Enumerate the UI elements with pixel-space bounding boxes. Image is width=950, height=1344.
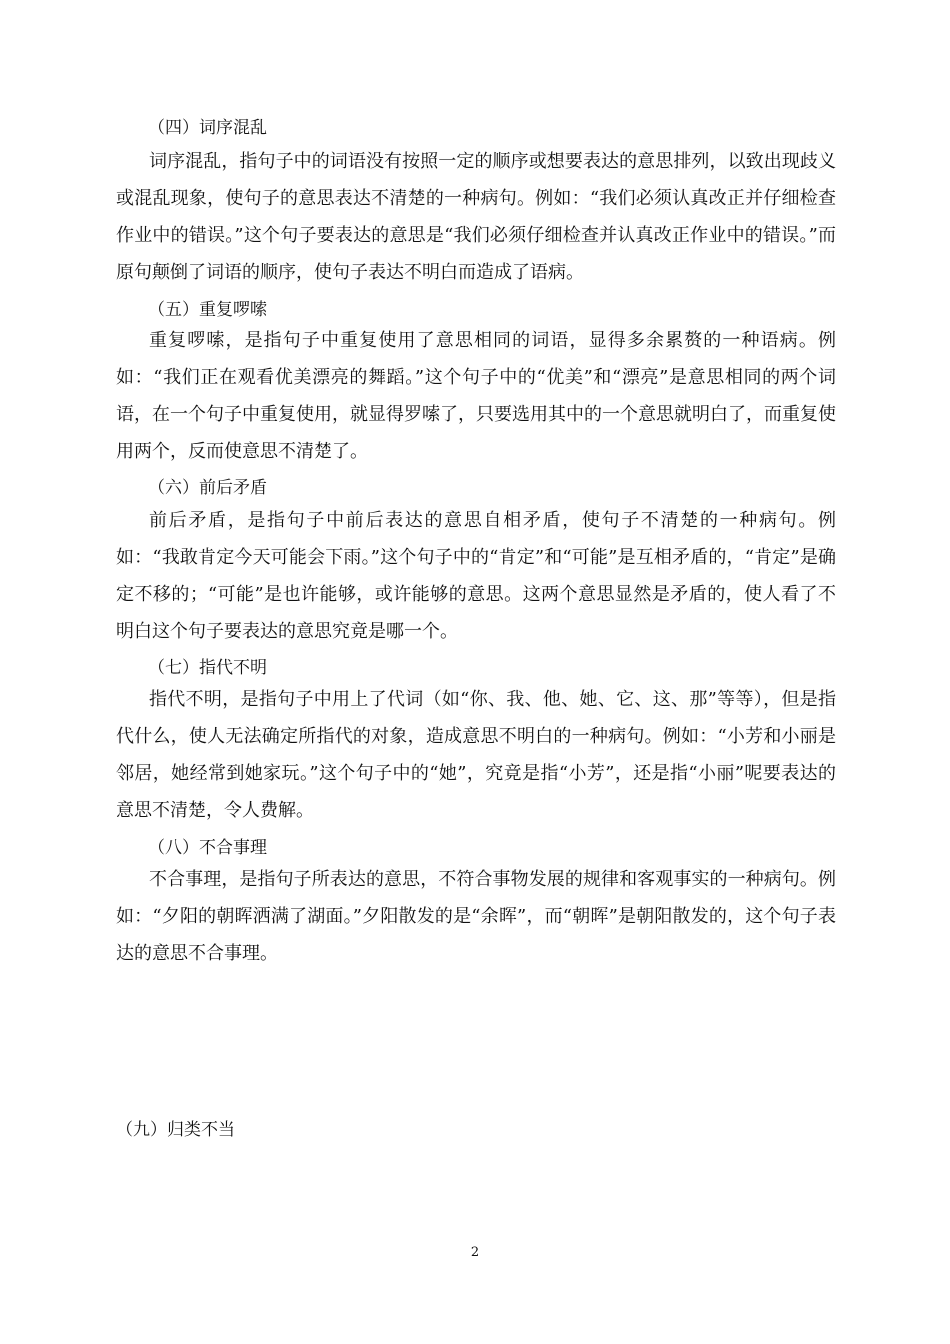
section-heading-9: （九）归类不当: [116, 1120, 235, 1140]
section-heading-7: （七）指代不明: [148, 658, 267, 678]
section-body-5: 重复啰嗦，是指句子中重复使用了意思相同的词语，显得多余累赘的一种语病。例如：“我们正在观看优美漂亮的舞蹈。”这个句子中的“优美”和“漂亮”是意思相同的两个词语，在一个句子中重复使用，就显得罗嗦了，只要选用其中的一个意思就明白了，而重复使用两个，反而使意思不清楚了。: [116, 330, 836, 462]
page-number: 2: [470, 1245, 480, 1260]
section-heading-5: （五）重复啰嗦: [148, 300, 267, 320]
section-heading-6: （六）前后矛盾: [148, 478, 267, 498]
section-heading-8: （八）不合事理: [148, 838, 267, 858]
section-heading-4: （四）词序混乱: [148, 118, 267, 138]
section-body-6: 前后矛盾，是指句子中前后表达的意思自相矛盾，使句子不清楚的一种病句。例如：“我敢肯定今天可能会下雨。”这个句子中的“肯定”和“可能”是互相矛盾的，“肯定”是确定不移的；“可能”是也许能够，或许能够的意思。这两个意思显然是矛盾的，使人看了不明白这个句子要表达的意思究竟是哪一个。: [116, 510, 836, 642]
section-body-8: 不合事理，是指句子所表达的意思，不符合事物发展的规律和客观事实的一种病句。例如：“夕阳的朝晖洒满了湖面。”夕阳散发的是“余晖”，而“朝晖”是朝阳散发的，这个句子表达的意思不合事理。: [116, 869, 836, 964]
section-body-4: 词序混乱，指句子中的词语没有按照一定的顺序或想要表达的意思排列，以致出现歧义或混乱现象，使句子的意思表达不清楚的一种病句。例如：“我们必须认真改正并仔细检查作业中的错误。”这个句子要表达的意思是“我们必须仔细检查并认真改正作业中的错误。”而原句颠倒了词语的顺序，使句子表达不明白而造成了语病。: [116, 151, 836, 283]
section-body-7: 指代不明，是指句子中用上了代词（如“你、我、他、她、它、这、那”等等），但是指代什么，使人无法确定所指代的对象，造成意思不明白的一种病句。例如：“小芳和小丽是邻居，她经常到她家玩。”这个句子中的“她”，究竟是指“小芳”，还是指“小丽”呢要表达的意思不清楚，令人费解。: [116, 689, 836, 821]
